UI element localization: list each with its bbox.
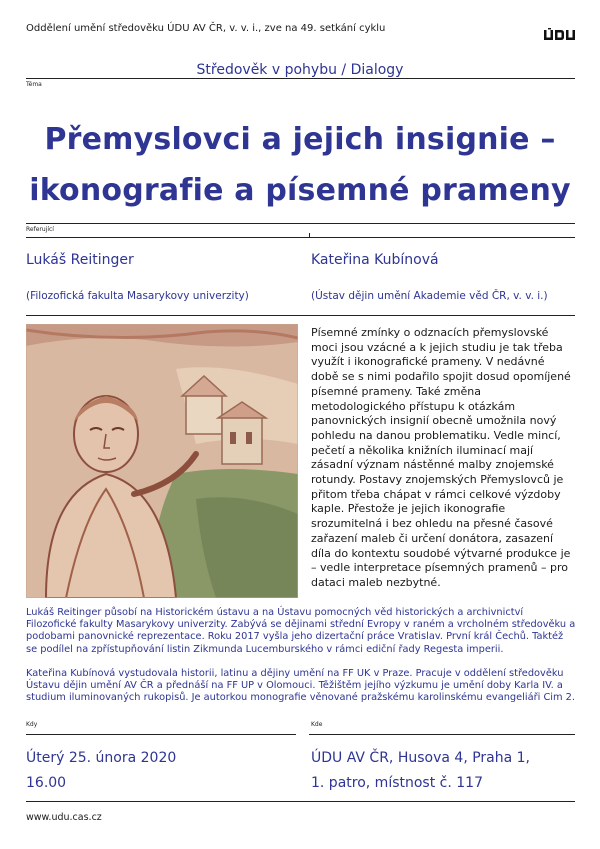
organizer-line: Oddělení umění středověku ÚDU AV ČR, v. v. i., zve na 49. setkání cyklu xyxy=(26,23,386,34)
talk-title-line-1: Přemyslovci a jejich insignie – xyxy=(44,122,556,157)
series-title: Středověk v pohybu / Dialogy xyxy=(196,62,404,78)
bio-kubinova: Kateřina Kubínová vystudovala historii, latinu a dějiny umění na FF UK v Praze. Pracuje v oddělení středověku Ústavu dějin umění AV ČR a přednáší na FF UP v Olomouci. Těžištěm jejího výzkumu je umění doby Karla IV. a studium iluminovaných rukopisů. Je autorkou monografie věnované pražskému karolinskému evangeliáři Cim 2. xyxy=(26,668,576,704)
venue-line-2: 1. patro, místnost č. 117 xyxy=(311,775,483,791)
footer-rule xyxy=(26,801,575,802)
website-link[interactable]: www.udu.cas.cz xyxy=(26,812,102,823)
speaker-1-affiliation: (Filozofická fakulta Masarykovy univerzity) xyxy=(26,290,249,302)
speaker-1-name: Lukáš Reitinger xyxy=(26,252,134,268)
when-rule xyxy=(26,734,296,735)
tema-label: Téma xyxy=(26,81,42,88)
speaker-2-name: Kateřina Kubínová xyxy=(311,252,439,268)
kdy-label: Kdy xyxy=(26,721,38,728)
speakers-divider xyxy=(309,233,310,238)
header-rule xyxy=(26,78,575,79)
speakers-rule xyxy=(26,223,575,224)
event-time: 16.00 xyxy=(26,775,67,791)
udu-logo xyxy=(544,25,575,37)
event-date: Úterý 25. února 2020 xyxy=(26,750,177,766)
bio-reitinger: Lukáš Reitinger působí na Historickém ústavu a na Ústavu pomocných věd historických a archivnictví Filozofické fakulty Masarykovy univerzity. Zabývá se dějinami střední Evropy v raném a vrcholném středověku a podobami panovnické reprezentace. Roku 2017 vyšla jeho dizertační práce Vratislav. První král Čechů. Taktéž se podílel na zpřístupňování listin Zikmunda Lucemburského v rámci ediční řady Regesta imperii. xyxy=(26,607,576,655)
venue-line-1: ÚDU AV ČR, Husova 4, Praha 1, xyxy=(311,750,531,766)
fresco-image xyxy=(26,324,298,598)
where-rule xyxy=(309,734,575,735)
talk-title-line-2: ikonografie a písemné prameny xyxy=(29,173,571,208)
image-rule xyxy=(26,315,575,316)
speakers-subrule xyxy=(26,237,575,238)
abstract-text: Písemné zmínky o odznacích přemyslovské moci jsou vzácné a k jejich studiu je tak třeba využít i ikonografické prameny. V nedávné době se s nimi podařilo spojit dosud opomíjené písemné prameny. Také změna metodologického přístupu k otázkám panovnických insignií obecně umožnila nový pohledu na danou problematiku. Vedle mincí, pečetí a několika knižních iluminací mají zásadní význam nástěnné malby znojemské rotundy. Postavy znojemských Přemyslovců je přitom třeba chápat v rámci celkové výzdoby kaple. Přestože je jejich ikonografie srozumitelná i bez ohledu na přesné časové zařazení maleb či určení donátora, zasazení díla do kontextu soudobé výtvarné produkce je – vedle interpretace písemných pramenů – pro dataci maleb nezbytné. xyxy=(311,326,571,589)
speaker-2-affiliation: (Ústav dějin umění Akademie věd ČR, v. v. i.) xyxy=(311,290,548,302)
referujici-label: Referující xyxy=(26,226,54,233)
kde-label: Kde xyxy=(311,721,323,728)
